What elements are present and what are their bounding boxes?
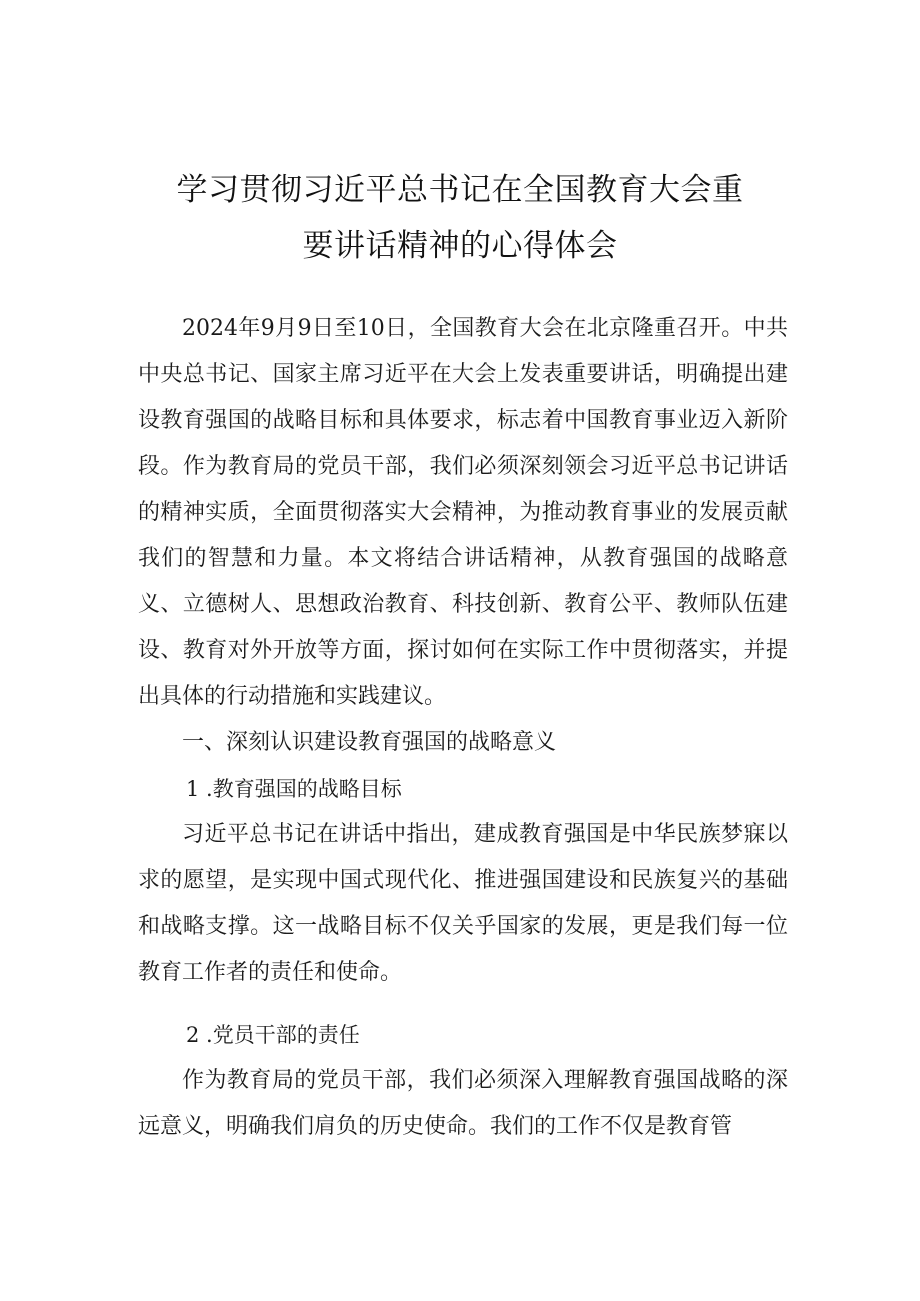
intro-paragraph: 2024年9月9日至10日，全国教育大会在北京隆重召开。中共中央总书记、国家主席习近平在大会上发表重要讲话，明确提出建设教育强国的战略目标和具体要求，标志着中国教育事业迈入新阶段。作为教育局的党员干部，我们必须深刻领会习近平总书记讲话的精神实质，全面贯彻落实大会精神，为推动教育事业的发展贡献我们的智慧和力量。本文将结合讲话精神，从教育强国的战略意义、立德树人、思想政治教育、科技创新、教育公平、教师队伍建设、教育对外开放等方面，探讨如何在实际工作中贯彻落实，并提出具体的行动措施和实践建议。 bbox=[138, 316, 788, 709]
title-line-2: 要讲话精神的心得体会 bbox=[302, 228, 618, 264]
section-1-heading: 一、深刻认识建设教育强国的战略意义 bbox=[182, 730, 557, 755]
paragraph-gap bbox=[138, 996, 788, 1012]
title-line-1: 学习贯彻习近平总书记在全国教育大会重 bbox=[176, 172, 744, 208]
document-title bbox=[120, 162, 800, 274]
subsection-1-heading: 1 .教育强国的战略目标 bbox=[186, 777, 402, 801]
document-body bbox=[138, 306, 788, 1150]
subsection-1-paragraph: 习近平总书记在讲话中指出，建成教育强国是中华民族梦寐以求的愿望，是实现中国式现代化、推进强国建设和民族复兴的基础和战略支撑。这一战略目标不仅关乎国家的发展，更是我们每一位教育工作者的责任和使命。 bbox=[138, 822, 788, 985]
subsection-2-heading: 2 .党员干部的责任 bbox=[186, 1023, 360, 1047]
subsection-2-paragraph: 作为教育局的党员干部，我们必须深入理解教育强国战略的深远意义，明确我们肩负的历史使命。我们的工作不仅是教育管 bbox=[138, 1068, 788, 1139]
